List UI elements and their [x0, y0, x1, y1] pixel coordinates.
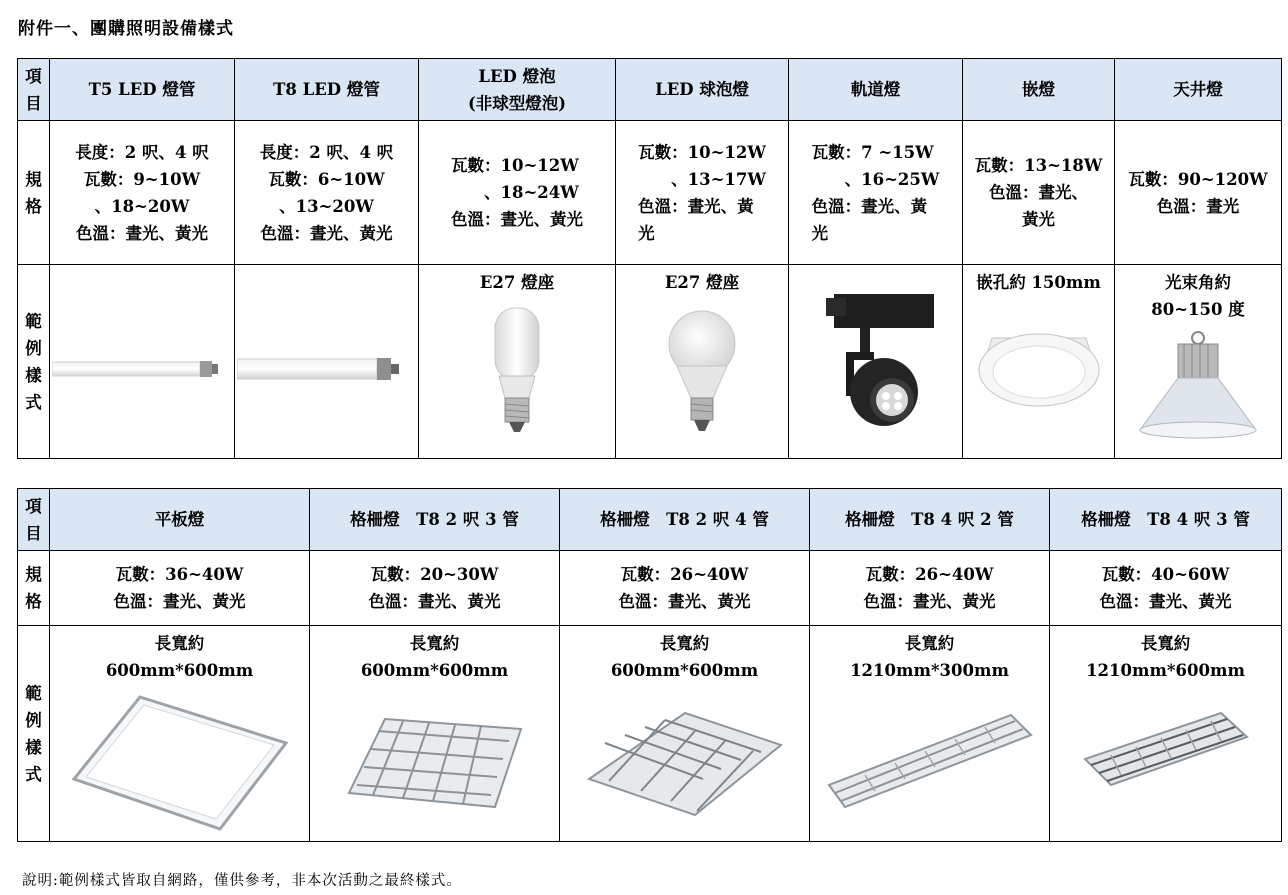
- lighting-spec-table-1: [17, 58, 1282, 459]
- caption: 光束角約 80~150 度: [1151, 273, 1245, 319]
- item-name: 嵌燈: [963, 59, 1115, 121]
- sample-cell: [789, 265, 963, 459]
- sample-cell: [616, 265, 789, 459]
- spec-cell: 長度：2 呎、4 呎 瓦數：6~10W 、13~20W 色溫：晝光、黃光: [235, 121, 419, 265]
- sample-cell: [963, 265, 1115, 459]
- row-label-spec: 規 格: [18, 551, 50, 626]
- spec-cell: 瓦數：13~18W 色溫：晝光、 黃光: [963, 121, 1115, 265]
- item-row: [18, 489, 1282, 551]
- item-row: [18, 59, 1282, 121]
- sample-cell: [310, 626, 560, 842]
- caption: 長寬約 600mm*600mm: [610, 634, 759, 680]
- spec-row: [18, 551, 1282, 626]
- tube-light-icon: [50, 358, 234, 380]
- item-name: LED 燈泡 (非球型燈泡): [419, 59, 616, 121]
- item-name: 軌道燈: [789, 59, 963, 121]
- spec-cell: 瓦數：26~40W 色溫：晝光、黃光: [560, 551, 810, 626]
- sample-row: [18, 265, 1282, 459]
- sample-cell: [810, 626, 1050, 842]
- row-label-sample: 範 例 樣 式: [18, 626, 50, 842]
- highbay-light-icon: [1115, 330, 1281, 440]
- spec-cell: 瓦數：90~120W 色溫：晝光: [1115, 121, 1282, 265]
- item-name: 格柵燈 T8 4 呎 3 管: [1050, 489, 1282, 551]
- panel-light-icon: [50, 693, 309, 833]
- item-name: 平板燈: [50, 489, 310, 551]
- item-name: 格柵燈 T8 4 呎 2 管: [810, 489, 1050, 551]
- spec-cell: 瓦數：10~12W 、13~17W 色溫：晝光、黃 光: [616, 121, 789, 265]
- downlight-icon: [963, 324, 1114, 414]
- grille-light-icon: [310, 715, 559, 811]
- lighting-spec-table-2: [17, 488, 1282, 842]
- row-label-item: 項 目: [18, 489, 50, 551]
- caption: 長寬約 1210mm*300mm: [850, 634, 1009, 680]
- item-name: 天井燈: [1115, 59, 1282, 121]
- caption: 長寬約 600mm*600mm: [105, 634, 254, 680]
- sample-cell: [235, 265, 419, 459]
- sample-cell: [50, 265, 235, 459]
- item-name: 格柵燈 T8 2 呎 3 管: [310, 489, 560, 551]
- tube-light-icon: [235, 356, 418, 382]
- footnote: 說明:範例樣式皆取自網路，僅供參考，非本次活動之最終樣式。: [22, 873, 462, 889]
- spec-cell: 瓦數：26~40W 色溫：晝光、黃光: [810, 551, 1050, 626]
- sample-cell: [1115, 265, 1282, 459]
- document-title: 附件一、團購照明設備樣式: [18, 19, 234, 39]
- sample-row: [18, 626, 1282, 842]
- globe-bulb-icon: [616, 308, 788, 434]
- spec-cell: 長度：2 呎、4 呎 瓦數：9~10W 、18~20W 色溫：晝光、黃光: [50, 121, 235, 265]
- grille-light-icon: [560, 709, 809, 819]
- grille-light-long-icon: [810, 711, 1049, 811]
- item-name: T5 LED 燈管: [50, 59, 235, 121]
- caption: 長寬約 1210mm*600mm: [1086, 634, 1245, 680]
- row-label-item: 項 目: [18, 59, 50, 121]
- grille-light-long-icon: [1050, 709, 1281, 789]
- stick-bulb-icon: [419, 306, 615, 434]
- row-label-spec: 規 格: [18, 121, 50, 265]
- track-light-icon: [789, 288, 962, 438]
- spec-row: [18, 121, 1282, 265]
- spec-cell: 瓦數：10~12W 、18~24W 色溫：晝光、黃光: [419, 121, 616, 265]
- item-name: LED 球泡燈: [616, 59, 789, 121]
- caption: E27 燈座: [664, 273, 740, 292]
- spec-cell: 瓦數：20~30W 色溫：晝光、黃光: [310, 551, 560, 626]
- spec-cell: 瓦數：36~40W 色溫：晝光、黃光: [50, 551, 310, 626]
- sample-cell: [560, 626, 810, 842]
- caption: 嵌孔約 150mm: [976, 273, 1101, 292]
- sample-cell: [1050, 626, 1282, 842]
- item-name: T8 LED 燈管: [235, 59, 419, 121]
- spec-cell: 瓦數：40~60W 色溫：晝光、黃光: [1050, 551, 1282, 626]
- caption: E27 燈座: [479, 273, 555, 292]
- spec-cell: 瓦數：7 ~15W 、16~25W 色溫：晝光、黃 光: [789, 121, 963, 265]
- row-label-sample: 範 例 樣 式: [18, 265, 50, 459]
- sample-cell: [419, 265, 616, 459]
- sample-cell: [50, 626, 310, 842]
- item-name: 格柵燈 T8 2 呎 4 管: [560, 489, 810, 551]
- caption: 長寬約 600mm*600mm: [360, 634, 509, 680]
